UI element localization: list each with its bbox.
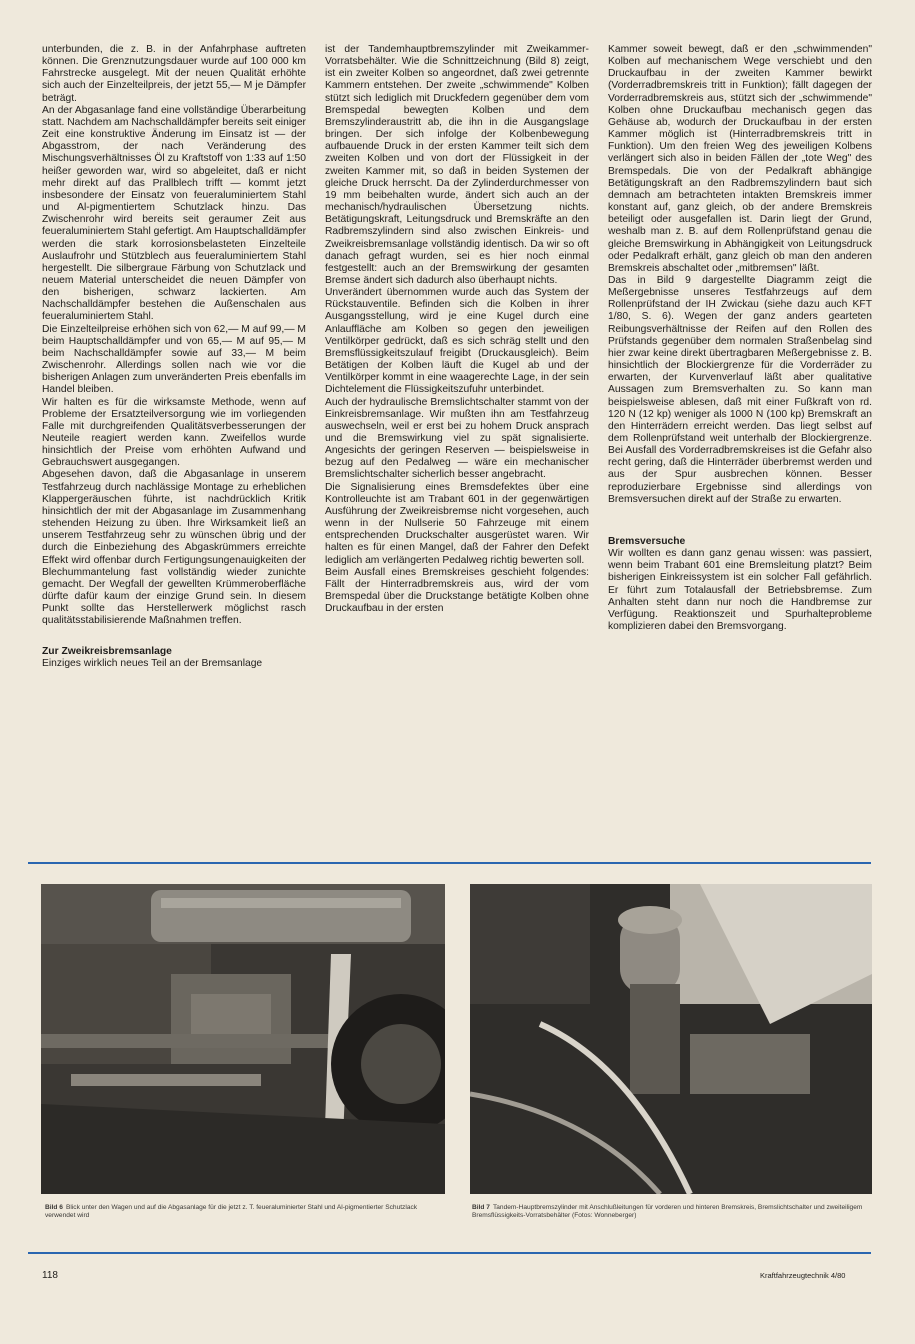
paragraph: An der Abgasanlage fand eine vollständige Überarbeitung statt. Nachdem am Nachschalldämpfer bereits seit einiger Zeit eine konstruktive Änderung im Einsatz ist — der Abgasstrom, der nach Veränderung des Mischungsverhältnisses Öl zu Kraftstoff von 1:33 auf 1:50 heißer geworden war, wird so abgeleitet, daß er nicht mehr direkt auf das Prallblech trifft — kommt jetzt insbesondere der Einsatz von feueraluminiertem Stahl und Al-pigmentiertem Schutzlack hinzu. Das Zwischenrohr wird bereits seit geraumer Zeit aus feueraluminiertem Stahl gefertigt. Am Hauptschalldämpfer werden die stark korrosionsbelasteten Einzelteile Auslaufrohr und Stützblech aus feueraluminiertem Stahl hergestellt. Die silbergraue Färbung von Schutzlack und neuem Material unterscheidet die neuen Dämpfer von den bisherigen, schwarz lackierten. Am Nachschalldämpfer bestehen die Außenschalen aus feueraluminiertem Stahl. <box>42 104 306 323</box>
section-heading-zweikreisbremsanlage: Zur Zweikreisbremsanlage <box>42 645 172 657</box>
text-column-2 <box>325 44 589 615</box>
paragraph: Einziges wirklich neues Teil an der Bremsanlage <box>42 657 263 669</box>
caption-text: Blick unter den Wagen und auf die Abgasanlage für die jetzt z. T. feueraluminierter Stahl und Al-pigmentierter Schutzlack verwendet wird <box>45 1204 418 1220</box>
paragraph: Abgesehen davon, daß die Abgasanlage in unserem Testfahrzeug durch nachlässige Montage zu erheblichen Klappergeräuschen führte, ist nachdrücklich Kritik hinsichtlich der mit der Abgasanlage im Zusammenhang stehenden Heizung zu üben. Ihre Wirksamkeit ließ an unserem Testfahrzeug sehr zu wünschen übrig und der durch die Einbeziehung des Abgaskrümmers erreichte Effekt wird offenbar durch Fertigungsungenauigkeiten der Blechummantelung fast vollständig wieder zunichte gemacht. Der Wegfall der gewellten Krümmeroberfläche dürfte dafür kaum der einzige Grund sein. In diesem Punkt sollte das Herstellerwerk möglichst rasch qualitätsstabilisierende Maßnahmen treffen. <box>42 469 306 627</box>
caption-text: Tandem-Hauptbremszylinder mit Anschlußleitungen für vorderen und hinteren Bremskreis, Bremslichtschalter und zweiteiligem Bremsflüssigkeits-Vorratsbehälter (Fotos: Wonneberger) <box>472 1204 863 1220</box>
page-number: 118 <box>42 1270 58 1281</box>
text-column-3 <box>608 44 872 633</box>
paragraph: Wir halten es für die wirksamste Methode, wenn auf Probleme der Ersatzteilversorgung wie im vorliegenden Falle mit durchgreifenden Qualitätsverbesserungen der Neuteile reagiert werden kann. Zweifellos wurde hinsichtlich der Preise vom erhöhten Aufwand und Gebrauchswert ausgegangen. <box>42 396 306 469</box>
paragraph: Wir wollten es dann ganz genau wissen: was passiert, wenn beim Trabant 601 eine Bremsleitung platzt? Beim bisherigen Einkreissystem ist ein solcher Fall gefährlich. Er führt zum Totalausfall der Betriebsbremse. Zum Anhalten steht dann nur noch die Handbremse zur Verfügung. Reaktionszeit und Spurhalteprobleme komplizieren dabei den Bremsvorgang. <box>608 548 872 633</box>
top-divider-rule <box>28 862 871 864</box>
paragraph: Kammer soweit bewegt, daß er den „schwimmenden" Kolben auf mechanischem Wege verschiebt und den Druckaufbau in der zweiten Kammer bewirkt (Vorderradbremskreis tritt in Funktion); fällt dagegen der Vorderradbremskreis aus, stützt sich der „schwimmende" Kolben ohne Druckaufbau mechanisch gegen das Gehäuse ab, wodurch der Druckaufbau in der ersten Kammer möglich ist (Hinterradbremskreis tritt in Funktion). Um den freien Weg des jeweiligen Kolbens verlängert sich also in beiden Fällen der „tote Weg" des Bremspedals. Die von der Pedalkraft abhängige Betätigungskraft an den Radbremszylindern baut sich demnach am betrachteten intakten Bremskreis immer konstant auf, ganz gleich, ob der andere Bremskreis beteiligt oder ausgefallen ist. Darin liegt der Grund, weshalb man z. B. auf dem Rollenprüfstand genau die gleiche Bremswirkung in Abhängigkeit von Leitungsdruck oder Pedalkraft erhält, ganz gleich ob man den anderen Bremskreis abschaltet oder „mitbremsen" läßt. <box>608 44 872 274</box>
bottom-divider-rule <box>28 1252 871 1254</box>
paragraph: unterbunden, die z. B. in der Anfahrphase auftreten können. Die Grenznutzungsdauer wurde auf 100 000 km Fahrstrecke ausgelegt. Mit der neuen Qualität erhöhte sich auch der Einzelteilpreis, der jetzt 55,— M je Dämpfer beträgt. <box>42 44 306 104</box>
paragraph: Beim Ausfall eines Bremskreises geschieht folgendes: Fällt der Hinterradbremskreis aus, wird der vom Bremspedal über die Druckstange betätigte Kolben ohne Druckaufbau in der ersten <box>325 566 589 615</box>
section-heading-bremsversuche: Bremsversuche <box>608 535 686 547</box>
paragraph: Das in Bild 9 dargestellte Diagramm zeigt die Meßergebnisse unseres Testfahrzeugs auf dem Rollenprüfstand der IH Zwickau (siehe dazu auch KFT 1/80, S. 6). Wegen der ganz anders gearteten Reibungsverhältnisse der Reifen auf den Rollen des Prüfstands gegenüber dem normalen Straßenbelag sind hier zwar keine direkt übertragbaren Meßergebnisse z. B. hinsichtlich der Blockiergrenze für die Vorderräder zu erwarten, der Kurvenverlauf läßt aber qualitative Aussagen zum Bremsverhalten zu. So kann man beispielsweise ablesen, daß mit einer Fußkraft von rd. 120 N (12 kp) weniger als 1000 N (100 kp) Bremskraft an den Hinterrädern erreicht werden. Das liegt selbst auf dem Rollenprüfstand weit unterhalb der Blockiergrenze. Bei Ausfall des Vorderradbremskreises ist die Gefahr also recht gering, daß die Hinterräder überbremst werden und aus der Spur ausbrechen können. Besser reproduzierbare Ergebnisse sind allerdings von Bremsversuchen direkt auf der Straße zu erwarten. <box>608 274 872 505</box>
journal-name: Kraftfahrzeugtechnik 4/80 <box>760 1271 846 1280</box>
paragraph: Die Einzelteilpreise erhöhen sich von 62,— M auf 99,— M beim Hauptschalldämpfer und von 65,— M auf 95,— M beim Nachschalldämpfer sowie auf 33,— M beim Zwischenrohr. Allerdings sollen nach wie vor die bisherigen Anlagen zum unveränderten Preis ebenfalls im Handel bleiben. <box>42 323 306 396</box>
photo-tandem-master-cylinder <box>470 884 872 1194</box>
figure-label: Bild 7 <box>472 1204 490 1211</box>
figure-caption-6 <box>45 1204 445 1221</box>
paragraph: Auch der hydraulische Bremslichtschalter stammt von der Einkreisbremsanlage. Wir mußten ihn am Testfahrzeug auswechseln, weil er erst bei zu hohem Druck ansprach und die Bremswirkung viel zu spät signalisierte. Angesichts der geringen Reserven — beispielsweise in bezug auf den Pedalweg — wäre ein mechanischer Bremslichtschalter sicherlich besser angebracht. <box>325 396 589 481</box>
paragraph: ist der Tandemhauptbremszylinder mit Zweikammer-Vorratsbehälter. Wie die Schnittzeichnung (Bild 8) zeigt, ist ein zweiter Kolben so angeordnet, daß zwei getrennte Kammern entstehen. Der zweite „schwimmende" Kolben stützt sich lediglich mit Druckfedern gegenüber dem vom Bremspedal bewegten Kolben und dem Bremszylinderaustritt ab, die ihn in die Ausgangslage bringen. Der sich infolge der Kolbenbewegung aufbauende Druck in der ersten Kammer teilt sich dem zweiten Kolben und von dort der Flüssigkeit in der zweiten Kammer mit, so daß in beiden Systemen der gleiche Druck herrscht. Da der Zylinderdurchmesser von 19 mm beibehalten wurde, ändert sich auch an der mechanisch/hydraulischen Übersetzung nichts. Betätigungskraft, Leitungsdruck und Bremskräfte an den Radbremszylindern sind also zwischen Einkreis- und Zweikreisbremsanlage vollständig identisch. Da wir so oft danach gefragt wurden, sei es hier noch einmal festgestellt: auch an der Bremswirkung der gesamten Bremse ändert sich dadurch also überhaupt nichts. <box>325 44 589 286</box>
paragraph: Unverändert übernommen wurde auch das System der Rückstauventile. Befinden sich die Kolben in ihrer Ausgangsstellung, wird je eine Kugel durch eine Anlauffläche am Kolben so gegen den jeweiligen Ventilkörper gedrückt, daß es sich schräg stellt und den Bremsflüssigkeitszulauf freigibt (Druckausgleich). Beim Betätigen der Kolben läuft die Kugel ab und der Ventilkörper kommt in eine waagerechte Lage, in der sein Dichtelement die Flüssigkeitszufuhr unterbindet. <box>325 287 589 396</box>
photo-underbody-exhaust <box>41 884 445 1194</box>
figure-label: Bild 6 <box>45 1204 63 1211</box>
text-column-1 <box>42 44 306 670</box>
figure-caption-7 <box>472 1204 872 1221</box>
paragraph: Die Signalisierung eines Bremsdefektes über eine Kontrolleuchte ist am Trabant 601 in der gegenwärtigen Ausführung der Zweikreisbremse nicht vorgesehen, auch wenn in der Nullserie 50 Fahrzeuge mit einem entsprechenden Druckschalter ausgerüstet waren. Wir halten es für einen Mangel, daß der Fahrer den Defekt lediglich am verlängerten Pedalweg richtig bewerten soll. <box>325 481 589 566</box>
